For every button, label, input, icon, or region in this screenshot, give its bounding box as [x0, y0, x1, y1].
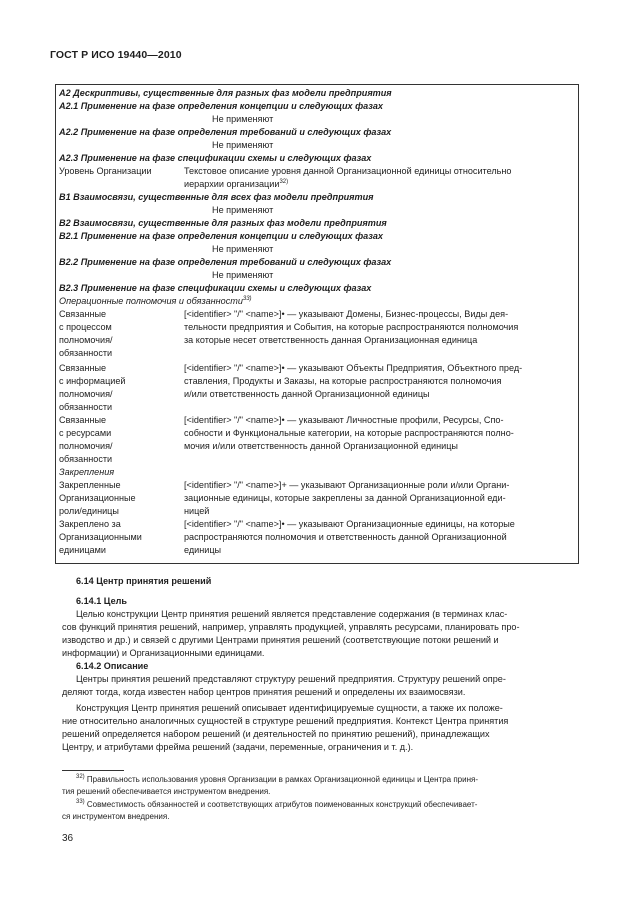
line-text: с ресурсами	[59, 428, 112, 438]
line-text: [<identifier> "/" <name>]• — указывают Организационные единицы, на которые	[184, 519, 515, 529]
text-line	[59, 466, 114, 478]
text-line	[59, 362, 106, 374]
text-line	[184, 414, 504, 426]
line-text: Совместимость обязанностей и соответствующих атрибутов поименованных конструкций обеспечивает-	[86, 800, 478, 809]
text-line	[184, 427, 514, 439]
text-line	[212, 139, 273, 151]
text-line	[62, 741, 413, 753]
text-line	[184, 505, 209, 517]
text-line	[184, 321, 518, 333]
text-line	[184, 544, 221, 556]
line-text: Целью конструкции Центр принятия решений является представление содержания (в терминах клас-	[76, 609, 508, 619]
footnote-ref: 32)	[279, 179, 289, 185]
text-line	[59, 230, 383, 242]
text-line	[59, 87, 392, 99]
text-line	[184, 479, 509, 491]
line-text: деляют тогда, когда известен набор центров принятия решений и определены их взаимосвязи.	[62, 687, 466, 697]
text-line	[76, 595, 127, 607]
line-text: Уровень Организации	[59, 166, 152, 176]
line-text: обязанности	[59, 454, 113, 464]
text-line	[184, 165, 511, 177]
text-line	[62, 786, 270, 797]
text-line	[184, 375, 501, 387]
text-line	[59, 388, 113, 400]
line-text: иерархии организации	[184, 179, 280, 189]
text-line	[59, 518, 121, 530]
text-line	[59, 217, 387, 229]
line-text: А2.2 Применение на фазе определения требований и следующих фазах	[59, 127, 392, 137]
line-text: А2 Дескриптивы, существенные для разных фаз модели предприятия	[59, 88, 392, 98]
text-line	[59, 282, 371, 294]
line-text: тия решений обеспечивается инструментом внедрения.	[62, 787, 271, 796]
text-line	[62, 647, 264, 659]
line-text: Связанные	[59, 415, 107, 425]
text-line	[62, 621, 519, 633]
line-text: собности и Функциональные категории, на которые распространяются полно-	[184, 428, 514, 438]
line-text: Закреплено за	[59, 519, 121, 529]
text-line	[184, 308, 508, 320]
line-text: решений определяется набором решений (и деятельностей по принятию решений), принадлежащих	[62, 729, 490, 739]
line-text: сов функций принятия решений, например, управлять продукцией, управлять ресурсами, планировать про-	[62, 622, 520, 632]
text-line	[212, 113, 273, 125]
text-line	[76, 608, 507, 620]
text-line	[184, 334, 477, 346]
line-text: А2.3 Применение на фазе спецификации схемы и следующих фазах	[59, 153, 372, 163]
line-text: А2.1 Применение на фазе определения концепции и следующих фазах	[59, 101, 383, 111]
line-text: В2.2 Применение на фазе определения требований и следующих фазах	[59, 257, 392, 267]
text-line	[59, 308, 106, 320]
line-text: за которые несет ответственность данная Организационная единица	[184, 335, 478, 345]
line-text: [<identifier> "/" <name>]• — указывают Личностные профили, Ресурсы, Спо-	[184, 415, 504, 425]
line-text: обязанности	[59, 348, 113, 358]
text-line	[62, 715, 508, 727]
line-text: единицы	[184, 545, 222, 555]
text-line	[59, 414, 106, 426]
line-text: Закрепленные	[59, 480, 121, 490]
line-text: В2.3 Применение на фазе спецификации схемы и следующих фазах	[59, 283, 372, 293]
text-line	[184, 178, 288, 190]
text-line	[76, 702, 503, 714]
text-line	[59, 401, 112, 413]
line-text: Не применяют	[212, 205, 274, 215]
text-line	[76, 774, 478, 785]
line-text: единицами	[59, 545, 106, 555]
line-text: ся инструментом внедрения.	[62, 812, 170, 821]
text-line	[59, 334, 113, 346]
line-text: [<identifier> "/" <name>]+ — указывают Организационные роли и/или Органи-	[184, 480, 510, 490]
line-text: Не применяют	[212, 140, 274, 150]
text-line	[59, 427, 111, 439]
text-line	[59, 453, 112, 465]
line-text: В2 Взаимосвязи, существенные для разных фаз модели предприятия	[59, 218, 387, 228]
line-text: Центру, и атрибутами фрейма решений (задачи, переменные, ограничения и т. д.).	[62, 742, 414, 752]
line-text: 6.14 Центр принятия решений	[76, 576, 212, 586]
line-text: Правильность использования уровня Организации в рамках Организационной единицы и Центра приня-	[86, 775, 478, 784]
text-line	[184, 388, 430, 400]
page-number: 36	[62, 833, 74, 844]
line-text: полномочия/	[59, 389, 113, 399]
text-line	[76, 660, 148, 672]
text-line	[212, 269, 273, 281]
text-line	[59, 505, 119, 517]
line-text: полномочия/	[59, 335, 113, 345]
text-line	[59, 100, 383, 112]
text-line	[76, 799, 477, 810]
text-line	[62, 811, 169, 822]
line-text: Не применяют	[212, 270, 274, 280]
line-text: В2.1 Применение на фазе определения концепции и следующих фазах	[59, 231, 383, 241]
line-text: с процессом	[59, 322, 112, 332]
line-text: мочия и/или ответственность данной Организационной единицы	[184, 441, 458, 451]
text-line	[59, 440, 113, 452]
line-text: распространяются полномочия и ответственность данной Организационной	[184, 532, 507, 542]
text-line	[212, 243, 273, 255]
line-text: тельности предприятия и События, на которые распространяются полномочия	[184, 322, 519, 332]
line-text: [<identifier> "/" <name>]• — указывают Домены, Бизнес-процессы, Виды дея-	[184, 309, 509, 319]
document-header: ГОСТ Р ИСО 19440—2010	[50, 49, 182, 61]
text-line	[76, 575, 211, 587]
text-line	[59, 544, 106, 556]
line-text: Организационные	[59, 493, 136, 503]
line-text: 6.14.1 Цель	[76, 596, 127, 606]
line-text: обязанности	[59, 402, 113, 412]
line-text: В1 Взаимосвязи, существенные для всех фаз модели предприятия	[59, 192, 374, 202]
text-line	[59, 152, 371, 164]
line-text: Не применяют	[212, 244, 274, 254]
text-line	[184, 518, 515, 530]
footnote-separator	[62, 770, 124, 771]
footnote-ref: 33)	[242, 296, 252, 302]
line-text: с информацией	[59, 376, 126, 386]
line-text: полномочия/	[59, 441, 113, 451]
text-line	[62, 728, 490, 740]
text-line	[59, 375, 126, 387]
text-line	[59, 479, 121, 491]
text-line	[76, 673, 506, 685]
text-line	[59, 531, 142, 543]
line-text: Закрепления	[59, 467, 115, 477]
line-text: 6.14.2 Описание	[76, 661, 149, 671]
text-line	[59, 126, 391, 138]
text-line	[184, 492, 506, 504]
text-line	[184, 362, 522, 374]
text-line	[59, 347, 112, 359]
line-text: Не применяют	[212, 114, 274, 124]
line-text: ние относительно аналогичных сущностей в структуре решений предприятия. Контекст Центра принятия	[62, 716, 509, 726]
line-text: Связанные	[59, 363, 107, 373]
line-text: изводство и др.) и связей с другими Центрами принятия решений (соответствующие потоки решений и	[62, 635, 499, 645]
line-text: зационные единицы, которые закреплены за данной Организационной еди-	[184, 493, 506, 503]
text-line	[59, 295, 252, 307]
line-text: ставления, Продукты и Заказы, на которые распространяются полномочия	[184, 376, 502, 386]
line-text: Конструкция Центр принятия решений описывает идентифицируемые сущности, а также их положе-	[76, 703, 503, 713]
line-text: информации) и Организационными единицами.	[62, 648, 265, 658]
text-line	[59, 165, 152, 177]
text-line	[212, 204, 273, 216]
line-text: Текстовое описание уровня данной Организационной единицы относительно	[184, 166, 512, 176]
line-text: роли/единицы	[59, 506, 119, 516]
line-text: Связанные	[59, 309, 107, 319]
text-line	[59, 256, 391, 268]
line-text: ницей	[184, 506, 210, 516]
line-text: [<identifier> "/" <name>]• — указывают Объекты Предприятия, Объектного пред-	[184, 363, 523, 373]
line-text: Операционные полномочия и обязанности	[59, 296, 243, 306]
line-text: Организационными	[59, 532, 142, 542]
text-line	[184, 440, 458, 452]
text-line	[184, 531, 507, 543]
footnote-marker: 32)	[76, 774, 85, 780]
text-line	[59, 492, 136, 504]
text-line	[59, 191, 374, 203]
line-text: и/или ответственность данной Организационной единицы	[184, 389, 430, 399]
text-line	[59, 321, 112, 333]
text-line	[62, 634, 499, 646]
footnote-marker: 33)	[76, 799, 85, 805]
text-line	[62, 686, 465, 698]
line-text: Центры принятия решений представляют структуру решений предприятия. Структуру решений опре-	[76, 674, 506, 684]
